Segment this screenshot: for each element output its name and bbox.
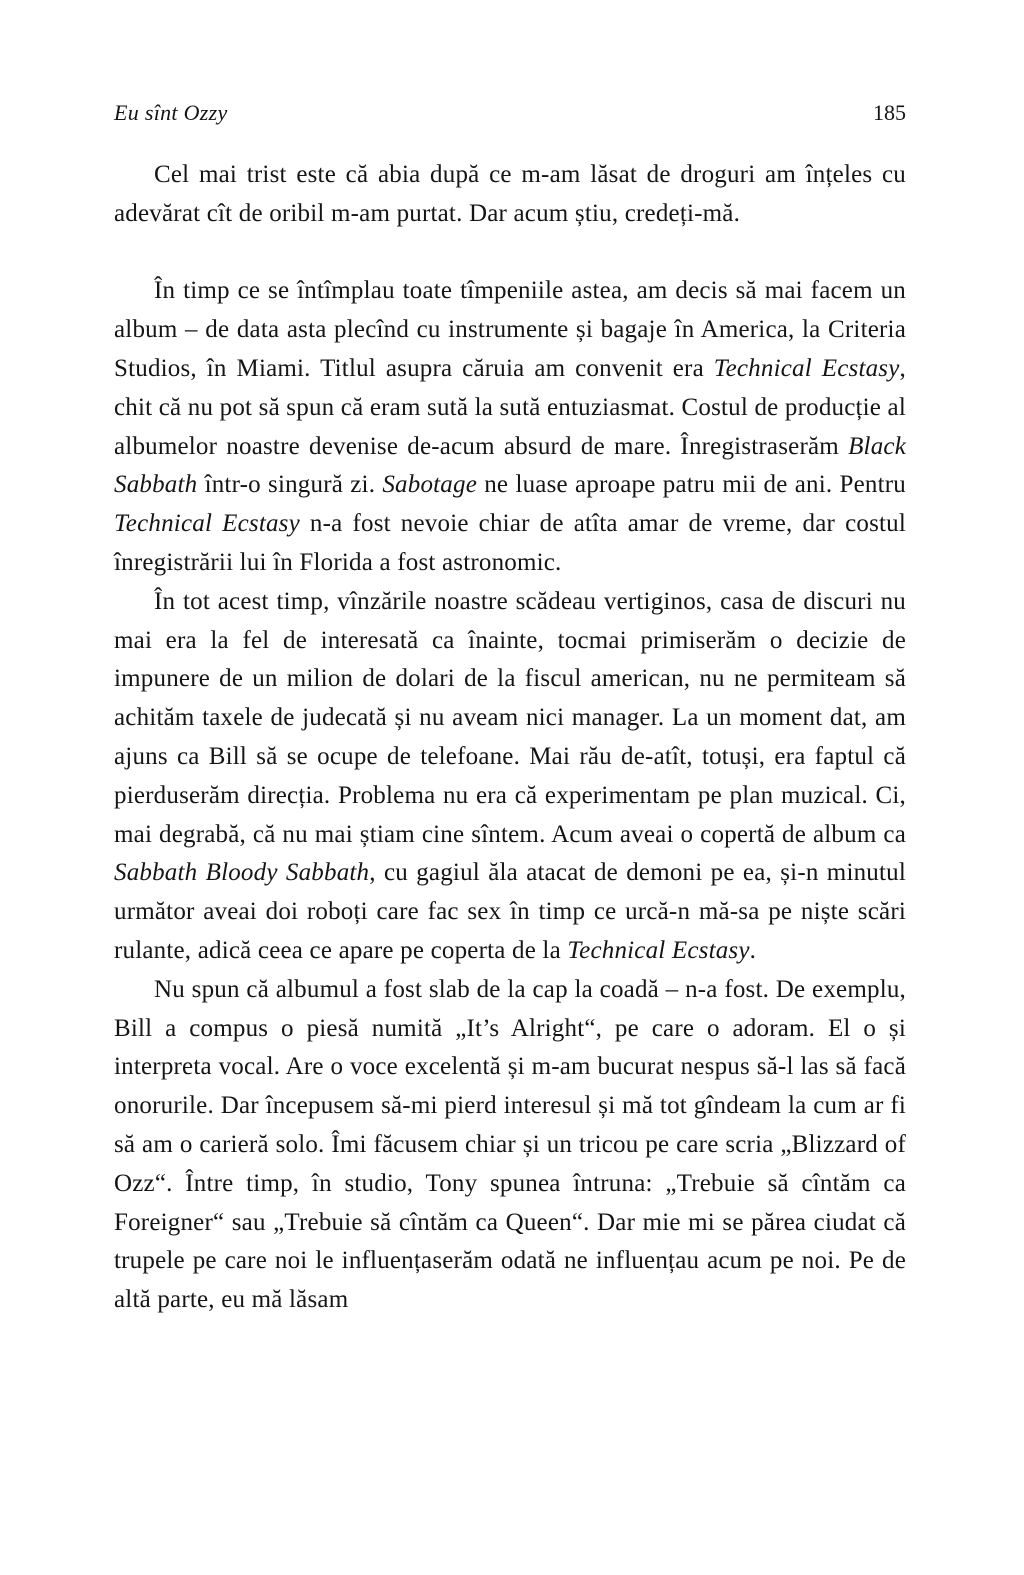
text-segment: , cu gagiul ăla atacat de demoni pe ea, și-n minutul următor aveai doi roboți care fac sex în timp ce urcă-n mă-sa pe niște scări rulante, adică ceea ce apare pe coperta de la: [114, 859, 906, 964]
text-segment: Cel mai trist este că abia după ce m-am lăsat de droguri am înțeles cu adevărat cît de oribil m-am purtat. Dar acum știu, credeți-mă.: [114, 161, 906, 227]
text-segment: În timp ce se întîmplau toate tîmpeniile astea, am decis să mai facem un album – de data asta plecînd cu instrumente și bagaje în America, la Criteria Studios, în Miami. Titlul asupra căruia am convenit era: [114, 277, 906, 382]
album-title-italic: Technical Ecstasy: [114, 510, 300, 538]
paragraph-4: [114, 971, 906, 1320]
text-segment: n-a fost nevoie chiar de atîta amar de vreme, dar costul înregistrării lui în Florida a fost astronomic.: [114, 510, 906, 576]
album-title-italic: Technical Ecstasy: [713, 354, 900, 382]
page-body: [114, 156, 906, 1320]
text-segment: Nu spun că albumul a fost slab de la cap la coadă – n-a fost. De exemplu, Bill a compus o piesă numită „It’s Alright“, pe care o adoram. El o și interpreta vocal. Are o voce excelentă și m-am bucurat nespus să-l las să facă onorurile. Dar începusem să-mi pierd interesul și mă tot gîndeam la cum ar fi să am o carieră solo. Îmi făcusem chiar și un tricou pe care scria „Blizzard of Ozz“. Între timp, în studio, Tony spunea întruna: „Trebuie să cîntăm ca Foreigner“ sau „Trebuie să cîntăm ca Queen“. Dar mie mi se părea ciudat că trupele pe care noi le influențaserăm odată ne influențau acum pe noi. Pe de altă parte, eu mă lăsam: [114, 975, 906, 1314]
paragraph-2: [114, 272, 906, 582]
text-segment: .: [749, 936, 757, 964]
page-number: 185: [873, 100, 906, 125]
text-segment: , chit că nu pot să spun că eram sută la sută entuziasmat. Costul de producție al albumelor noastre devenise de-acum absurd de mare. Înregistraserăm: [114, 354, 906, 460]
running-title: Eu sînt Ozzy: [114, 100, 228, 125]
album-title-italic: Sabbath Bloody Sabbath: [114, 859, 370, 887]
paragraph-3: [114, 583, 906, 971]
album-title-italic: Technical Ecstasy: [567, 936, 750, 964]
text-segment: ne luase aproape patru mii de ani. Pentru: [477, 471, 906, 499]
text-segment: În tot acest timp, vînzările noastre scădeau vertiginos, casa de discuri nu mai era la fel de interesată ca înainte, tocmai primiserăm o decizie de impunere de un milion de dolari de la fiscul american, nu ne permiteam să achităm taxele de judecată și nu aveam nici manager. La un moment dat, am ajuns ca Bill să se ocupe de telefoane. Mai rău de-atît, totuși, era faptul că pierduserăm direcția. Problema nu era că experimentam pe plan muzical. Ci, mai degrabă, că nu mai știam cine sîntem. Acum aveai o copertă de album ca: [114, 587, 906, 848]
album-title-italic: Black Sabbath: [114, 432, 906, 499]
paragraph-1: [114, 156, 906, 234]
page-header: [114, 100, 906, 126]
text-segment: într-o singură zi.: [197, 471, 383, 499]
album-title-italic: Sabotage: [382, 471, 478, 499]
